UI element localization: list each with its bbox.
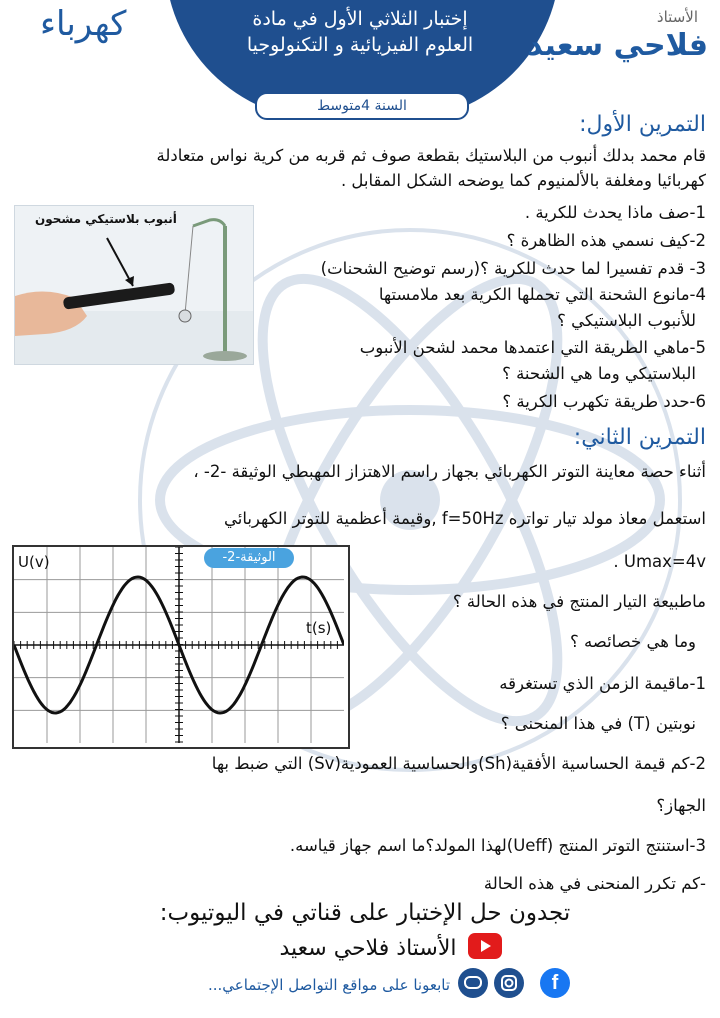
exam-title-line2: العلوم الفيزيائية و التكنولوجيا	[246, 34, 474, 56]
exercise1-title: التمرين الأول:	[579, 112, 706, 137]
exercise1-question-5: 5-ماهي الطريقة التي اعتمدها محمد لشحن الأنبوب	[359, 338, 706, 357]
oscilloscope-graph	[14, 547, 344, 743]
chat-icon[interactable]	[458, 968, 488, 998]
exercise2-line-4: ماطبيعة التيار المنتج في هذه الحالة ؟	[452, 592, 706, 611]
grade-badge: السنة 4متوسط	[255, 92, 469, 120]
facebook-icon[interactable]: f	[540, 968, 570, 998]
exercise1-intro-line1: قام محمد بدلك أنبوب من البلاستيك بقطعة صوف ثم قربه من كرية نواس متعادلة	[156, 146, 706, 165]
follow-us-text: تابعونا على مواقع التواصل الإجتماعي...	[207, 976, 450, 994]
exercise2-line-11: -كم تكرر المنحنى في هذه الحالة	[483, 874, 706, 893]
exercise1-question-4: 4-مانوع الشحنة التي تحملها الكرية بعد ملامستها	[378, 285, 706, 304]
exercise1-question-4-cont: للأنبوب البلاستيكي ؟	[557, 311, 696, 330]
instagram-icon[interactable]	[494, 968, 524, 998]
exercise2-line-9: الجهاز؟	[656, 796, 706, 815]
exercise1-question-3: 3- قدم تفسيرا لما حدث للكرية ؟(رسم توضيح الشحنات)	[320, 259, 706, 278]
channel-name[interactable]: الأستاذ فلاحي سعيد	[279, 936, 457, 961]
exercise1-intro-line2: كهربائيا ومغلفة بالألمنيوم كما يوضحه الشكل المقابل .	[340, 171, 706, 190]
x-axis-label: t(s)	[306, 619, 332, 637]
youtube-promo-text: تجدون حل الإختبار على قناتي في اليوتيوب:	[159, 900, 571, 926]
exercise1-question-5-cont: البلاستيكي وما هي الشحنة ؟	[502, 364, 696, 383]
exercise1-question-6: 6-حدد طريقة تكهرب الكرية ؟	[502, 392, 706, 411]
exercise2-line-7: نوبتين (T) في هذا المنحنى ؟	[500, 714, 696, 733]
exam-title	[195, 6, 525, 58]
exercise2-title: التمرين الثاني:	[573, 425, 706, 450]
subject-title: كهرباء	[40, 4, 127, 44]
exercise2-line-2: استعمل معاذ مولد تيار تواتره f=50Hz ,وقيمة أعظمية للتوتر الكهربائي	[223, 509, 706, 528]
teacher-name: فلاحي سعيد	[527, 28, 708, 63]
document-2-badge: الوثيقة-2-	[204, 548, 294, 568]
exam-title-line1: إختبار الثلاثي الأول في مادة	[252, 8, 468, 30]
exercise2-line-3: Umax=4v .	[613, 552, 706, 571]
exercise2-line-6: 1-ماقيمة الزمن الذي تستغرقه	[499, 674, 706, 693]
exercise2-line-1: أثناء حصة معاينة التوتر الكهربائي بجهاز راسم الاهتزاز المهبطي الوثيقة -2- ،	[193, 462, 706, 481]
oscilloscope-figure	[12, 545, 350, 749]
teacher-label: الأستاذ	[656, 8, 698, 26]
exercise2-line-5: وما هي خصائصه ؟	[569, 632, 696, 651]
exercise1-question-2: 2-كيف نسمي هذه الظاهرة ؟	[506, 231, 706, 250]
exercise2-line-8: 2-كم قيمة الحساسية الأفقية(Sh)والحساسية العمودية(Sv) التي ضبط بها	[211, 754, 706, 773]
exercise1-question-1: 1-صف ماذا يحدث للكرية .	[524, 203, 706, 222]
figure1-label: أنبوب بلاستيكي مشحون	[35, 212, 177, 226]
y-axis-label: U(v)	[18, 553, 50, 571]
exercise2-line-10: 3-استنتج التوتر المنتج (Ueff)لهذا المولد؟ما اسم جهاز قياسه.	[289, 836, 706, 855]
pendulum-figure	[14, 205, 254, 365]
pendulum-illustration	[15, 206, 253, 364]
